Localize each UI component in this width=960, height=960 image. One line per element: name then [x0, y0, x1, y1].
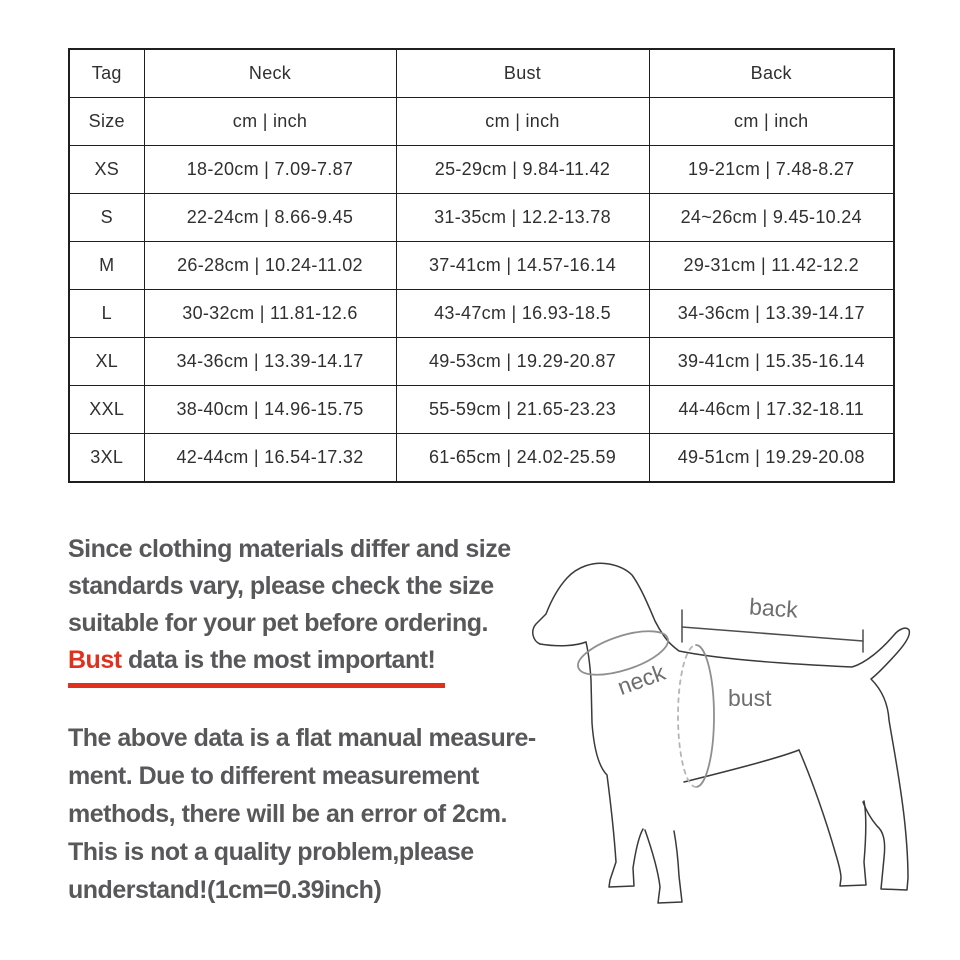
cell-bust: 55-59cm | 21.65-23.23	[396, 386, 649, 434]
cell-size: 3XL	[69, 434, 144, 483]
cell-back: 34-36cm | 13.39-14.17	[649, 290, 894, 338]
cell-size: XL	[69, 338, 144, 386]
cell-back: 39-41cm | 15.35-16.14	[649, 338, 894, 386]
table-units-row	[69, 98, 894, 146]
note-line-emphasis	[68, 642, 511, 679]
back-label: back	[748, 593, 799, 623]
note-line: understand!(1cm=0.39inch)	[68, 876, 382, 904]
cell-back: 29-31cm | 11.42-12.2	[649, 242, 894, 290]
cell-bust: 43-47cm | 16.93-18.5	[396, 290, 649, 338]
note-line: methods, there will be an error of 2cm.	[68, 800, 507, 828]
bust-girth-ellipse-dashed	[678, 645, 696, 787]
cell-neck: 42-44cm | 16.54-17.32	[144, 434, 396, 483]
table-row	[69, 146, 894, 194]
cell-bust: 25-29cm | 9.84-11.42	[396, 146, 649, 194]
cell-back: 49-51cm | 19.29-20.08	[649, 434, 894, 483]
dog-outline	[533, 563, 910, 903]
cell-neck: 30-32cm | 11.81-12.6	[144, 290, 396, 338]
table-row	[69, 194, 894, 242]
cell-neck: 34-36cm | 13.39-14.17	[144, 338, 396, 386]
cell-back: 24~26cm | 9.45-10.24	[649, 194, 894, 242]
cell-back: 19-21cm | 7.48-8.27	[649, 146, 894, 194]
cell-neck: 26-28cm | 10.24-11.02	[144, 242, 396, 290]
dog-measurement-diagram	[530, 540, 960, 960]
cell-size: M	[69, 242, 144, 290]
table-row	[69, 386, 894, 434]
cell-neck: 18-20cm | 7.09-7.87	[144, 146, 396, 194]
header-tag: Tag	[69, 49, 144, 98]
cell-neck: 38-40cm | 14.96-15.75	[144, 386, 396, 434]
sizing-advice-paragraph	[68, 531, 511, 679]
note-line-rest: data is the most important!	[121, 646, 436, 674]
note-line: standards vary, please check the size	[68, 572, 494, 600]
cell-size: XS	[69, 146, 144, 194]
cell-bust: 31-35cm | 12.2-13.78	[396, 194, 649, 242]
header-neck: Neck	[144, 49, 396, 98]
size-chart-table	[68, 48, 895, 483]
note-line: suitable for your pet before ordering.	[68, 609, 488, 637]
subheader-size: Size	[69, 98, 144, 146]
subheader-neck-units: cm | inch	[144, 98, 396, 146]
note-line: The above data is a flat manual measure-	[68, 724, 536, 752]
table-row	[69, 290, 894, 338]
header-bust: Bust	[396, 49, 649, 98]
cell-bust: 61-65cm | 24.02-25.59	[396, 434, 649, 483]
bust-label: bust	[728, 685, 772, 711]
cell-size: XXL	[69, 386, 144, 434]
cell-size: L	[69, 290, 144, 338]
note-line: This is not a quality problem,please	[68, 838, 474, 866]
table-row	[69, 434, 894, 483]
subheader-back-units: cm | inch	[649, 98, 894, 146]
cell-neck: 22-24cm | 8.66-9.45	[144, 194, 396, 242]
red-underline	[68, 683, 445, 688]
bust-girth-ellipse	[696, 645, 714, 787]
neck-label: neck	[613, 658, 669, 701]
note-line: ment. Due to different measurement	[68, 762, 479, 790]
cell-bust: 49-53cm | 19.29-20.87	[396, 338, 649, 386]
table-header-row	[69, 49, 894, 98]
table-row	[69, 338, 894, 386]
table-row	[69, 242, 894, 290]
header-back: Back	[649, 49, 894, 98]
cell-back: 44-46cm | 17.32-18.11	[649, 386, 894, 434]
cell-size: S	[69, 194, 144, 242]
subheader-bust-units: cm | inch	[396, 98, 649, 146]
measurement-disclaimer-paragraph	[68, 719, 536, 909]
note-line: Since clothing materials differ and size	[68, 535, 511, 563]
bust-emphasis-text: Bust	[68, 646, 122, 674]
cell-bust: 37-41cm | 14.57-16.14	[396, 242, 649, 290]
